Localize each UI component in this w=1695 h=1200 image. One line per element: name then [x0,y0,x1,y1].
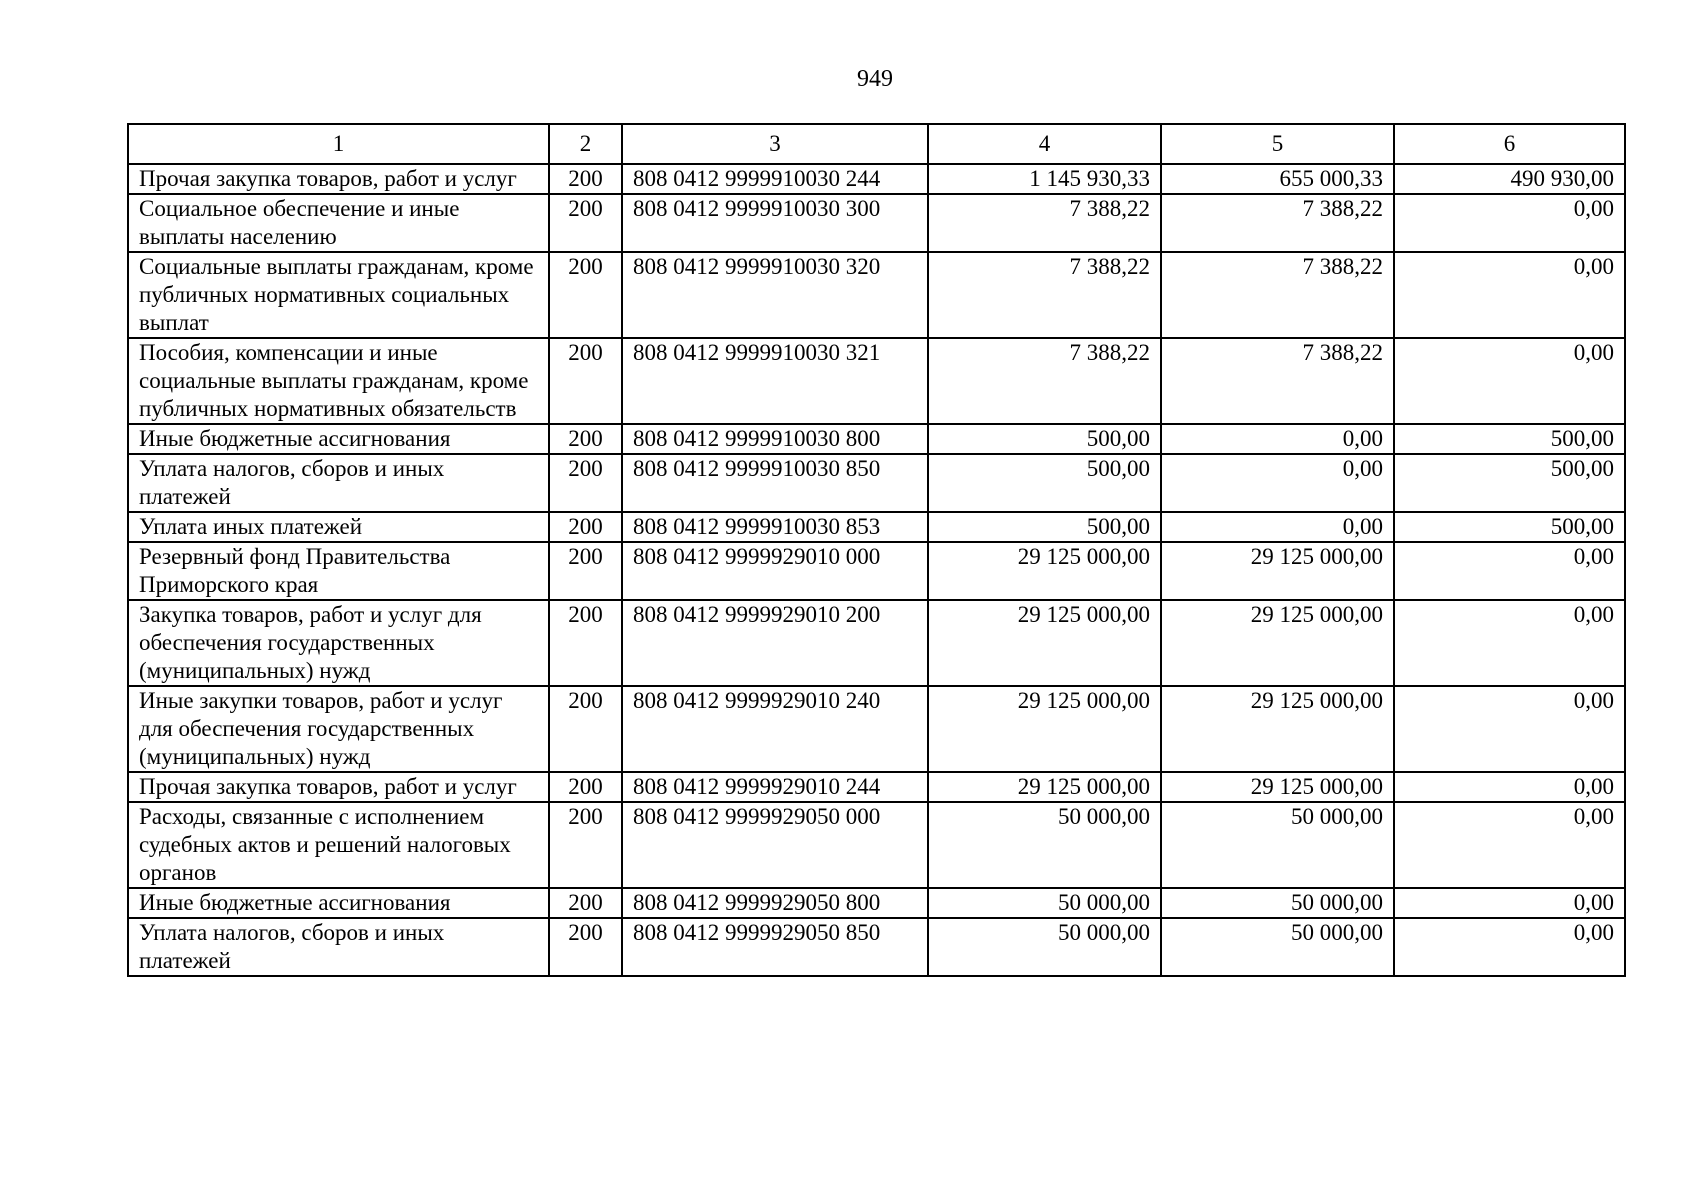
column-header-4: 4 [928,124,1161,164]
row-code-cell: 808 0412 9999929050 850 [622,918,928,976]
row-amount-4-cell: 50 000,00 [928,888,1161,918]
row-amount-4-cell: 50 000,00 [928,802,1161,888]
row-code-cell: 808 0412 9999910030 800 [622,424,928,454]
row-amount-5-cell: 7 388,22 [1161,252,1394,338]
row-amount-6-cell: 0,00 [1394,252,1625,338]
row-amount-6-cell: 0,00 [1394,600,1625,686]
row-column-2-cell: 200 [549,686,622,772]
row-name-cell: Иные закупки товаров, работ и услуг для обеспечения государственных (муниципальных) нужд [128,686,549,772]
row-amount-6-cell: 0,00 [1394,772,1625,802]
column-header-5: 5 [1161,124,1394,164]
row-name-cell: Прочая закупка товаров, работ и услуг [128,772,549,802]
table-row [128,802,1625,888]
table-row [128,686,1625,772]
row-amount-6-cell: 0,00 [1394,542,1625,600]
row-code-cell: 808 0412 9999929010 240 [622,686,928,772]
row-name-cell: Уплата налогов, сборов и иных платежей [128,454,549,512]
row-name-cell: Уплата налогов, сборов и иных платежей [128,918,549,976]
row-column-2-cell: 200 [549,772,622,802]
row-column-2-cell: 200 [549,252,622,338]
column-header-1: 1 [128,124,549,164]
row-column-2-cell: 200 [549,918,622,976]
table-row [128,194,1625,252]
row-column-2-cell: 200 [549,600,622,686]
row-code-cell: 808 0412 9999910030 244 [622,164,928,194]
row-amount-6-cell: 490 930,00 [1394,164,1625,194]
row-column-2-cell: 200 [549,454,622,512]
row-amount-5-cell: 29 125 000,00 [1161,772,1394,802]
row-amount-5-cell: 29 125 000,00 [1161,686,1394,772]
row-amount-5-cell: 0,00 [1161,454,1394,512]
page-number: 949 [857,66,893,92]
table-body [128,164,1625,976]
row-amount-4-cell: 7 388,22 [928,338,1161,424]
table-row [128,252,1625,338]
row-amount-4-cell: 50 000,00 [928,918,1161,976]
row-amount-4-cell: 29 125 000,00 [928,542,1161,600]
row-code-cell: 808 0412 9999910030 321 [622,338,928,424]
row-amount-6-cell: 0,00 [1394,802,1625,888]
row-column-2-cell: 200 [549,424,622,454]
row-code-cell: 808 0412 9999929050 800 [622,888,928,918]
table-row [128,454,1625,512]
column-header-6: 6 [1394,124,1625,164]
row-code-cell: 808 0412 9999929050 000 [622,802,928,888]
table-row [128,542,1625,600]
row-amount-5-cell: 29 125 000,00 [1161,542,1394,600]
row-column-2-cell: 200 [549,888,622,918]
budget-table [127,123,1626,977]
row-amount-4-cell: 500,00 [928,454,1161,512]
row-amount-6-cell: 500,00 [1394,424,1625,454]
row-code-cell: 808 0412 9999910030 300 [622,194,928,252]
row-amount-5-cell: 50 000,00 [1161,918,1394,976]
column-header-2: 2 [549,124,622,164]
row-amount-6-cell: 0,00 [1394,338,1625,424]
row-code-cell: 808 0412 9999910030 853 [622,512,928,542]
row-name-cell: Прочая закупка товаров, работ и услуг [128,164,549,194]
row-column-2-cell: 200 [549,512,622,542]
row-name-cell: Резервный фонд Правительства Приморского края [128,542,549,600]
table-row [128,600,1625,686]
row-amount-4-cell: 1 145 930,33 [928,164,1161,194]
row-column-2-cell: 200 [549,164,622,194]
table-row [128,338,1625,424]
row-amount-5-cell: 50 000,00 [1161,888,1394,918]
row-code-cell: 808 0412 9999910030 320 [622,252,928,338]
row-amount-5-cell: 0,00 [1161,512,1394,542]
row-column-2-cell: 200 [549,194,622,252]
row-code-cell: 808 0412 9999929010 000 [622,542,928,600]
row-amount-6-cell: 500,00 [1394,454,1625,512]
table-row [128,772,1625,802]
row-name-cell: Социальное обеспечение и иные выплаты населению [128,194,549,252]
row-amount-6-cell: 0,00 [1394,194,1625,252]
row-amount-6-cell: 500,00 [1394,512,1625,542]
row-amount-4-cell: 29 125 000,00 [928,772,1161,802]
row-name-cell: Социальные выплаты гражданам, кроме публичных нормативных социальных выплат [128,252,549,338]
row-amount-4-cell: 7 388,22 [928,252,1161,338]
row-name-cell: Закупка товаров, работ и услуг для обеспечения государственных (муниципальных) нужд [128,600,549,686]
row-amount-5-cell: 50 000,00 [1161,802,1394,888]
row-amount-4-cell: 500,00 [928,512,1161,542]
row-column-2-cell: 200 [549,542,622,600]
row-amount-4-cell: 500,00 [928,424,1161,454]
row-code-cell: 808 0412 9999929010 244 [622,772,928,802]
row-amount-5-cell: 655 000,33 [1161,164,1394,194]
table-row [128,164,1625,194]
column-header-3: 3 [622,124,928,164]
table-header-row [128,124,1625,164]
row-code-cell: 808 0412 9999929010 200 [622,600,928,686]
row-amount-5-cell: 0,00 [1161,424,1394,454]
row-amount-6-cell: 0,00 [1394,888,1625,918]
row-name-cell: Расходы, связанные с исполнением судебных актов и решений налоговых органов [128,802,549,888]
table-row [128,918,1625,976]
table-row [128,888,1625,918]
row-name-cell: Уплата иных платежей [128,512,549,542]
table-row [128,424,1625,454]
row-name-cell: Иные бюджетные ассигнования [128,888,549,918]
row-amount-5-cell: 7 388,22 [1161,338,1394,424]
row-amount-5-cell: 7 388,22 [1161,194,1394,252]
row-column-2-cell: 200 [549,802,622,888]
row-code-cell: 808 0412 9999910030 850 [622,454,928,512]
row-amount-5-cell: 29 125 000,00 [1161,600,1394,686]
row-amount-6-cell: 0,00 [1394,918,1625,976]
row-amount-4-cell: 29 125 000,00 [928,600,1161,686]
row-name-cell: Иные бюджетные ассигнования [128,424,549,454]
row-amount-4-cell: 29 125 000,00 [928,686,1161,772]
row-amount-6-cell: 0,00 [1394,686,1625,772]
row-name-cell: Пособия, компенсации и иные социальные выплаты гражданам, кроме публичных нормативных обязательств [128,338,549,424]
row-amount-4-cell: 7 388,22 [928,194,1161,252]
row-column-2-cell: 200 [549,338,622,424]
table-row [128,512,1625,542]
